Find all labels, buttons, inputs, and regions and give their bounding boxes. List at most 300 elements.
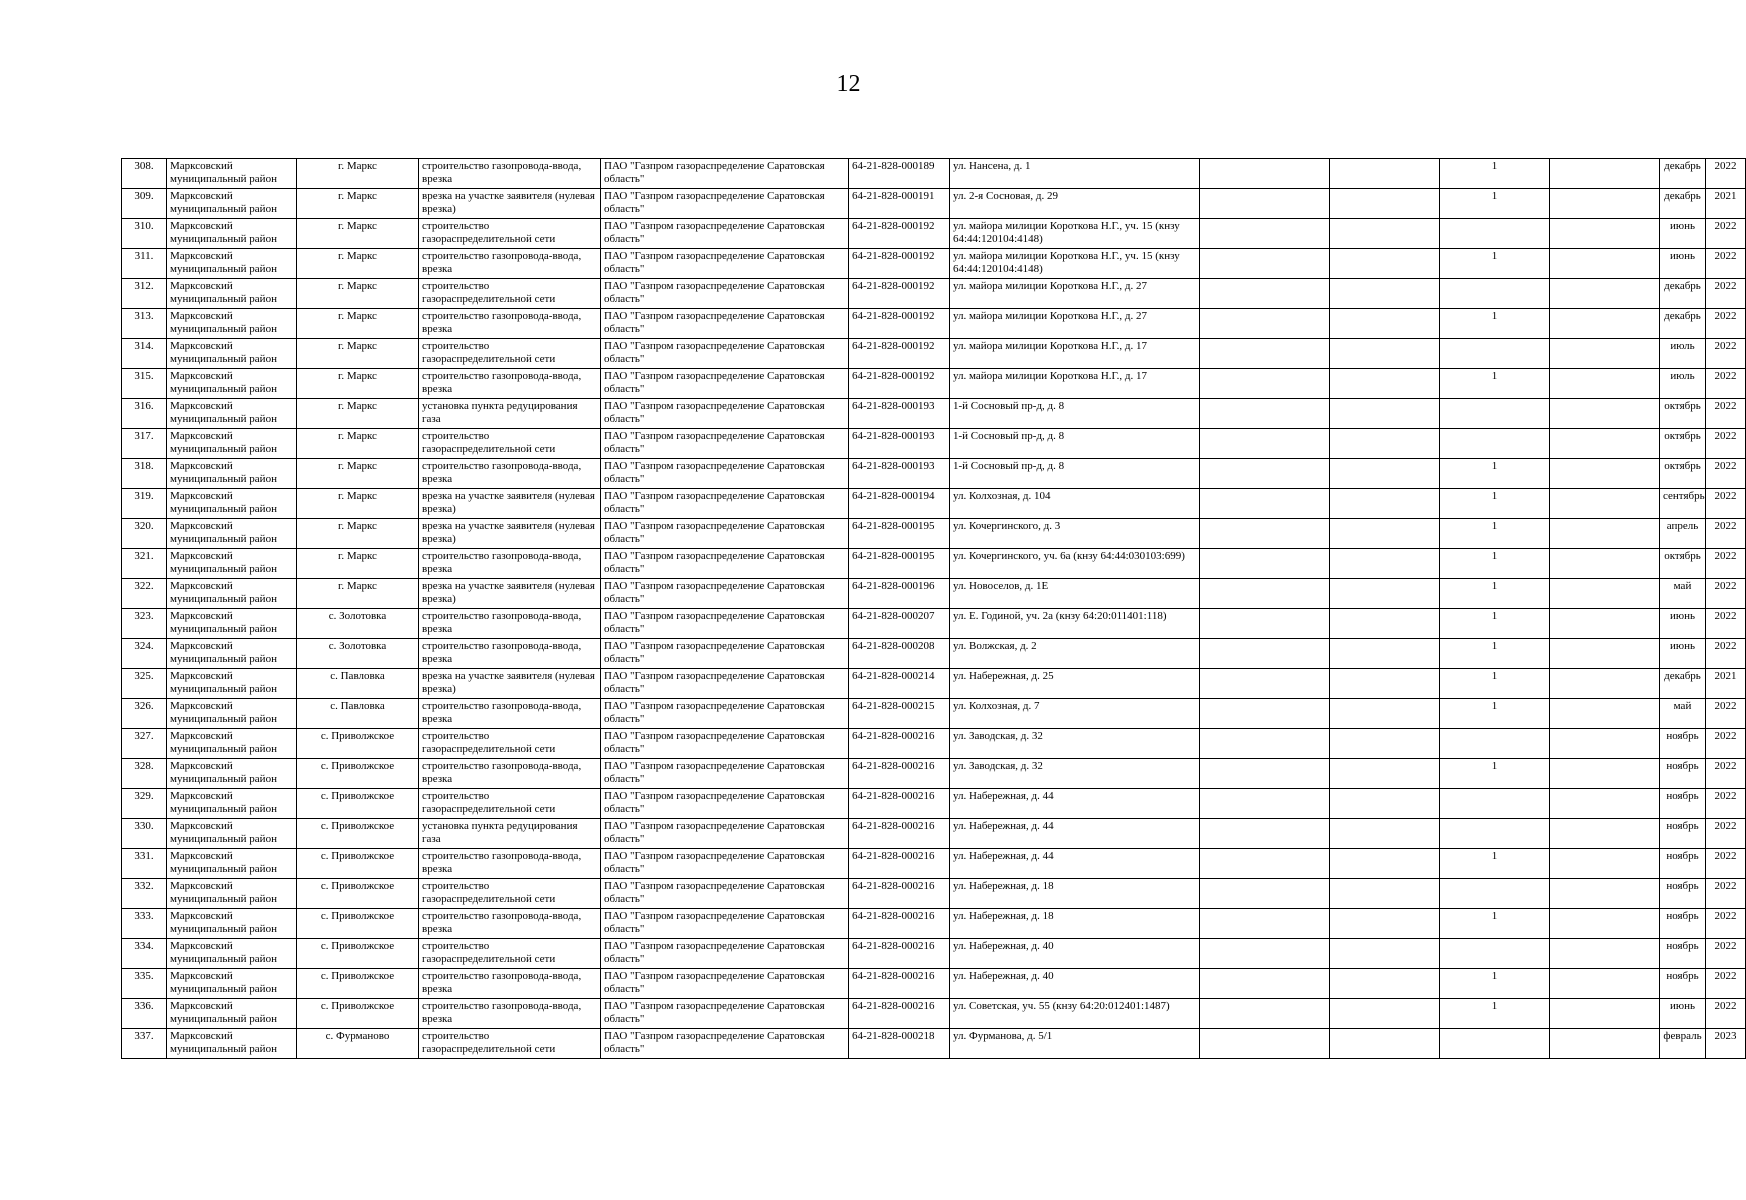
empty-cell (1550, 999, 1660, 1029)
count-cell (1440, 789, 1550, 819)
object-code-cell: 64-21-828-000193 (849, 459, 950, 489)
empty-cell (1550, 699, 1660, 729)
empty-cell (1330, 639, 1440, 669)
month-cell: декабрь (1660, 189, 1706, 219)
count-cell: 1 (1440, 159, 1550, 189)
year-cell: 2022 (1706, 279, 1746, 309)
organization-cell: ПАО "Газпром газораспределение Саратовская область" (601, 729, 849, 759)
empty-cell (1200, 369, 1330, 399)
district-cell: Марксовский муниципальный район (167, 369, 297, 399)
object-code-cell: 64-21-828-000195 (849, 519, 950, 549)
organization-cell: ПАО "Газпром газораспределение Саратовская область" (601, 999, 849, 1029)
empty-cell (1200, 939, 1330, 969)
row-number-cell: 323. (122, 609, 167, 639)
empty-cell (1550, 789, 1660, 819)
table-row (122, 699, 1746, 729)
work-type-cell: врезка на участке заявителя (нулевая врезка) (419, 519, 601, 549)
year-cell: 2022 (1706, 939, 1746, 969)
empty-cell (1330, 309, 1440, 339)
organization-cell: ПАО "Газпром газораспределение Саратовская область" (601, 429, 849, 459)
table-row (122, 309, 1746, 339)
empty-cell (1550, 729, 1660, 759)
month-cell: июнь (1660, 609, 1706, 639)
empty-cell (1200, 849, 1330, 879)
count-cell (1440, 819, 1550, 849)
address-cell: ул. Советская, уч. 55 (кнзу 64:20:012401:1487) (950, 999, 1200, 1029)
empty-cell (1330, 729, 1440, 759)
month-cell: ноябрь (1660, 909, 1706, 939)
district-cell: Марксовский муниципальный район (167, 549, 297, 579)
object-code-cell: 64-21-828-000208 (849, 639, 950, 669)
count-cell (1440, 339, 1550, 369)
district-cell: Марксовский муниципальный район (167, 849, 297, 879)
district-cell: Марксовский муниципальный район (167, 159, 297, 189)
empty-cell (1200, 219, 1330, 249)
empty-cell (1550, 849, 1660, 879)
object-code-cell: 64-21-828-000214 (849, 669, 950, 699)
object-code-cell: 64-21-828-000216 (849, 849, 950, 879)
district-cell: Марксовский муниципальный район (167, 699, 297, 729)
empty-cell (1550, 939, 1660, 969)
locality-cell: с. Приволжское (297, 759, 419, 789)
work-type-cell: строительство газопровода-ввода, врезка (419, 999, 601, 1029)
month-cell: октябрь (1660, 459, 1706, 489)
row-number-cell: 334. (122, 939, 167, 969)
district-cell: Марксовский муниципальный район (167, 639, 297, 669)
table-row (122, 519, 1746, 549)
table-row (122, 939, 1746, 969)
empty-cell (1550, 759, 1660, 789)
work-type-cell: строительство газопровода-ввода, врезка (419, 159, 601, 189)
address-cell: ул. Набережная, д. 44 (950, 849, 1200, 879)
address-cell: ул. Колхозная, д. 104 (950, 489, 1200, 519)
locality-cell: с. Золотовка (297, 609, 419, 639)
empty-cell (1330, 189, 1440, 219)
year-cell: 2022 (1706, 819, 1746, 849)
table-row (122, 819, 1746, 849)
row-number-cell: 318. (122, 459, 167, 489)
month-cell: ноябрь (1660, 729, 1706, 759)
locality-cell: с. Приволжское (297, 999, 419, 1029)
object-code-cell: 64-21-828-000192 (849, 339, 950, 369)
count-cell: 1 (1440, 249, 1550, 279)
table-row (122, 969, 1746, 999)
count-cell (1440, 279, 1550, 309)
table-row (122, 669, 1746, 699)
empty-cell (1330, 699, 1440, 729)
empty-cell (1200, 459, 1330, 489)
address-cell: ул. Набережная, д. 18 (950, 879, 1200, 909)
month-cell: ноябрь (1660, 939, 1706, 969)
empty-cell (1200, 819, 1330, 849)
locality-cell: с. Приволжское (297, 789, 419, 819)
empty-cell (1330, 819, 1440, 849)
empty-cell (1200, 729, 1330, 759)
object-code-cell: 64-21-828-000216 (849, 969, 950, 999)
empty-cell (1550, 579, 1660, 609)
address-cell: ул. майора милиции Короткова Н.Г., уч. 15 (кнзу 64:44:120104:4148) (950, 249, 1200, 279)
month-cell: ноябрь (1660, 759, 1706, 789)
month-cell: июнь (1660, 999, 1706, 1029)
count-cell: 1 (1440, 639, 1550, 669)
table-row (122, 549, 1746, 579)
table-row (122, 1029, 1746, 1059)
district-cell: Марксовский муниципальный район (167, 339, 297, 369)
empty-cell (1330, 429, 1440, 459)
month-cell: июнь (1660, 639, 1706, 669)
row-number-cell: 313. (122, 309, 167, 339)
empty-cell (1200, 249, 1330, 279)
row-number-cell: 328. (122, 759, 167, 789)
year-cell: 2022 (1706, 579, 1746, 609)
year-cell: 2021 (1706, 669, 1746, 699)
row-number-cell: 322. (122, 579, 167, 609)
district-cell: Марксовский муниципальный район (167, 249, 297, 279)
empty-cell (1330, 279, 1440, 309)
locality-cell: с. Павловка (297, 669, 419, 699)
row-number-cell: 315. (122, 369, 167, 399)
locality-cell: г. Маркс (297, 309, 419, 339)
count-cell: 1 (1440, 609, 1550, 639)
address-cell: ул. Кочергинского, уч. 6а (кнзу 64:44:030103:699) (950, 549, 1200, 579)
empty-cell (1330, 1029, 1440, 1059)
work-type-cell: строительство газораспределительной сети (419, 879, 601, 909)
row-number-cell: 330. (122, 819, 167, 849)
district-cell: Марксовский муниципальный район (167, 969, 297, 999)
page-number: 12 (836, 71, 861, 97)
organization-cell: ПАО "Газпром газораспределение Саратовская область" (601, 189, 849, 219)
address-cell: ул. Колхозная, д. 7 (950, 699, 1200, 729)
empty-cell (1330, 909, 1440, 939)
empty-cell (1550, 969, 1660, 999)
locality-cell: г. Маркс (297, 459, 419, 489)
locality-cell: с. Приволжское (297, 729, 419, 759)
month-cell: декабрь (1660, 309, 1706, 339)
row-number-cell: 335. (122, 969, 167, 999)
empty-cell (1200, 999, 1330, 1029)
count-cell (1440, 939, 1550, 969)
address-cell: ул. Заводская, д. 32 (950, 759, 1200, 789)
organization-cell: ПАО "Газпром газораспределение Саратовская область" (601, 789, 849, 819)
object-code-cell: 64-21-828-000215 (849, 699, 950, 729)
count-cell: 1 (1440, 969, 1550, 999)
work-type-cell: строительство газопровода-ввода, врезка (419, 909, 601, 939)
work-type-cell: установка пункта редуцирования газа (419, 399, 601, 429)
address-cell: ул. майора милиции Короткова Н.Г., д. 27 (950, 309, 1200, 339)
work-type-cell: врезка на участке заявителя (нулевая врезка) (419, 489, 601, 519)
empty-cell (1200, 189, 1330, 219)
year-cell: 2022 (1706, 759, 1746, 789)
address-cell: 1-й Сосновый пр-д, д. 8 (950, 429, 1200, 459)
empty-cell (1200, 429, 1330, 459)
count-cell: 1 (1440, 999, 1550, 1029)
year-cell: 2022 (1706, 609, 1746, 639)
object-code-cell: 64-21-828-000192 (849, 249, 950, 279)
count-cell: 1 (1440, 579, 1550, 609)
object-code-cell: 64-21-828-000192 (849, 309, 950, 339)
count-cell (1440, 429, 1550, 459)
district-cell: Марксовский муниципальный район (167, 999, 297, 1029)
organization-cell: ПАО "Газпром газораспределение Саратовская область" (601, 1029, 849, 1059)
locality-cell: г. Маркс (297, 519, 419, 549)
empty-cell (1550, 249, 1660, 279)
work-type-cell: строительство газораспределительной сети (419, 429, 601, 459)
locality-cell: г. Маркс (297, 189, 419, 219)
address-cell: ул. Набережная, д. 44 (950, 819, 1200, 849)
organization-cell: ПАО "Газпром газораспределение Саратовская область" (601, 309, 849, 339)
work-type-cell: строительство газопровода-ввода, врезка (419, 309, 601, 339)
row-number-cell: 329. (122, 789, 167, 819)
year-cell: 2022 (1706, 219, 1746, 249)
count-cell (1440, 729, 1550, 759)
table-row (122, 369, 1746, 399)
district-cell: Марксовский муниципальный район (167, 309, 297, 339)
empty-cell (1550, 819, 1660, 849)
object-code-cell: 64-21-828-000218 (849, 1029, 950, 1059)
empty-cell (1550, 309, 1660, 339)
year-cell: 2022 (1706, 639, 1746, 669)
object-code-cell: 64-21-828-000189 (849, 159, 950, 189)
district-cell: Марксовский муниципальный район (167, 519, 297, 549)
object-code-cell: 64-21-828-000192 (849, 219, 950, 249)
empty-cell (1200, 609, 1330, 639)
year-cell: 2022 (1706, 789, 1746, 819)
count-cell: 1 (1440, 309, 1550, 339)
row-number-cell: 321. (122, 549, 167, 579)
empty-cell (1550, 189, 1660, 219)
row-number-cell: 308. (122, 159, 167, 189)
address-cell: ул. Фурманова, д. 5/1 (950, 1029, 1200, 1059)
row-number-cell: 332. (122, 879, 167, 909)
empty-cell (1200, 519, 1330, 549)
address-cell: ул. Набережная, д. 40 (950, 969, 1200, 999)
year-cell: 2022 (1706, 399, 1746, 429)
table-row (122, 639, 1746, 669)
empty-cell (1330, 249, 1440, 279)
empty-cell (1330, 969, 1440, 999)
month-cell: декабрь (1660, 279, 1706, 309)
address-cell: ул. Заводская, д. 32 (950, 729, 1200, 759)
table-row (122, 489, 1746, 519)
work-type-cell: врезка на участке заявителя (нулевая врезка) (419, 669, 601, 699)
organization-cell: ПАО "Газпром газораспределение Саратовская область" (601, 669, 849, 699)
organization-cell: ПАО "Газпром газораспределение Саратовская область" (601, 459, 849, 489)
year-cell: 2022 (1706, 999, 1746, 1029)
row-number-cell: 331. (122, 849, 167, 879)
table-row (122, 999, 1746, 1029)
row-number-cell: 336. (122, 999, 167, 1029)
month-cell: декабрь (1660, 159, 1706, 189)
table-row (122, 609, 1746, 639)
work-type-cell: врезка на участке заявителя (нулевая врезка) (419, 189, 601, 219)
organization-cell: ПАО "Газпром газораспределение Саратовская область" (601, 819, 849, 849)
empty-cell (1550, 159, 1660, 189)
row-number-cell: 325. (122, 669, 167, 699)
organization-cell: ПАО "Газпром газораспределение Саратовская область" (601, 519, 849, 549)
object-code-cell: 64-21-828-000216 (849, 759, 950, 789)
empty-cell (1550, 639, 1660, 669)
locality-cell: г. Маркс (297, 159, 419, 189)
empty-cell (1200, 969, 1330, 999)
row-number-cell: 316. (122, 399, 167, 429)
empty-cell (1330, 849, 1440, 879)
empty-cell (1330, 159, 1440, 189)
table-row (122, 189, 1746, 219)
count-cell: 1 (1440, 519, 1550, 549)
address-cell: ул. майора милиции Короткова Н.Г., д. 27 (950, 279, 1200, 309)
year-cell: 2022 (1706, 549, 1746, 579)
district-cell: Марксовский муниципальный район (167, 939, 297, 969)
work-type-cell: строительство газораспределительной сети (419, 279, 601, 309)
empty-cell (1200, 759, 1330, 789)
district-cell: Марксовский муниципальный район (167, 579, 297, 609)
year-cell: 2022 (1706, 909, 1746, 939)
gasification-table (121, 158, 1746, 1059)
locality-cell: г. Маркс (297, 549, 419, 579)
year-cell: 2022 (1706, 159, 1746, 189)
empty-cell (1200, 399, 1330, 429)
empty-cell (1200, 309, 1330, 339)
count-cell: 1 (1440, 459, 1550, 489)
table-row (122, 789, 1746, 819)
empty-cell (1200, 879, 1330, 909)
locality-cell: г. Маркс (297, 249, 419, 279)
table-row (122, 279, 1746, 309)
locality-cell: с. Приволжское (297, 939, 419, 969)
month-cell: апрель (1660, 519, 1706, 549)
address-cell: ул. майора милиции Короткова Н.Г., уч. 15 (кнзу 64:44:120104:4148) (950, 219, 1200, 249)
empty-cell (1200, 549, 1330, 579)
table-row (122, 339, 1746, 369)
empty-cell (1550, 549, 1660, 579)
count-cell (1440, 399, 1550, 429)
count-cell: 1 (1440, 849, 1550, 879)
month-cell: ноябрь (1660, 849, 1706, 879)
empty-cell (1200, 579, 1330, 609)
year-cell: 2022 (1706, 369, 1746, 399)
empty-cell (1550, 879, 1660, 909)
count-cell: 1 (1440, 759, 1550, 789)
address-cell: ул. 2-я Сосновая, д. 29 (950, 189, 1200, 219)
empty-cell (1550, 609, 1660, 639)
empty-cell (1200, 909, 1330, 939)
locality-cell: с. Приволжское (297, 909, 419, 939)
object-code-cell: 64-21-828-000193 (849, 399, 950, 429)
month-cell: май (1660, 579, 1706, 609)
district-cell: Марксовский муниципальный район (167, 489, 297, 519)
year-cell: 2022 (1706, 339, 1746, 369)
organization-cell: ПАО "Газпром газораспределение Саратовская область" (601, 489, 849, 519)
address-cell: ул. Кочергинского, д. 3 (950, 519, 1200, 549)
work-type-cell: строительство газораспределительной сети (419, 219, 601, 249)
work-type-cell: строительство газопровода-ввода, врезка (419, 849, 601, 879)
organization-cell: ПАО "Газпром газораспределение Саратовская область" (601, 909, 849, 939)
empty-cell (1200, 339, 1330, 369)
month-cell: февраль (1660, 1029, 1706, 1059)
table-row (122, 459, 1746, 489)
count-cell: 1 (1440, 549, 1550, 579)
empty-cell (1550, 219, 1660, 249)
empty-cell (1550, 669, 1660, 699)
year-cell: 2022 (1706, 249, 1746, 279)
object-code-cell: 64-21-828-000191 (849, 189, 950, 219)
month-cell: ноябрь (1660, 819, 1706, 849)
row-number-cell: 314. (122, 339, 167, 369)
district-cell: Марксовский муниципальный район (167, 909, 297, 939)
month-cell: июль (1660, 369, 1706, 399)
month-cell: октябрь (1660, 549, 1706, 579)
count-cell (1440, 879, 1550, 909)
locality-cell: г. Маркс (297, 579, 419, 609)
work-type-cell: строительство газораспределительной сети (419, 1029, 601, 1059)
empty-cell (1550, 429, 1660, 459)
month-cell: июнь (1660, 249, 1706, 279)
empty-cell (1330, 939, 1440, 969)
empty-cell (1330, 999, 1440, 1029)
empty-cell (1330, 759, 1440, 789)
address-cell: 1-й Сосновый пр-д, д. 8 (950, 459, 1200, 489)
count-cell: 1 (1440, 699, 1550, 729)
organization-cell: ПАО "Газпром газораспределение Саратовская область" (601, 369, 849, 399)
row-number-cell: 309. (122, 189, 167, 219)
count-cell: 1 (1440, 489, 1550, 519)
empty-cell (1330, 339, 1440, 369)
empty-cell (1200, 699, 1330, 729)
row-number-cell: 311. (122, 249, 167, 279)
year-cell: 2022 (1706, 969, 1746, 999)
count-cell: 1 (1440, 909, 1550, 939)
locality-cell: с. Павловка (297, 699, 419, 729)
organization-cell: ПАО "Газпром газораспределение Саратовская область" (601, 279, 849, 309)
row-number-cell: 312. (122, 279, 167, 309)
month-cell: декабрь (1660, 669, 1706, 699)
row-number-cell: 337. (122, 1029, 167, 1059)
organization-cell: ПАО "Газпром газораспределение Саратовская область" (601, 759, 849, 789)
count-cell (1440, 1029, 1550, 1059)
work-type-cell: строительство газопровода-ввода, врезка (419, 759, 601, 789)
year-cell: 2022 (1706, 849, 1746, 879)
empty-cell (1550, 459, 1660, 489)
locality-cell: г. Маркс (297, 429, 419, 459)
empty-cell (1330, 219, 1440, 249)
empty-cell (1550, 909, 1660, 939)
work-type-cell: строительство газораспределительной сети (419, 729, 601, 759)
organization-cell: ПАО "Газпром газораспределение Саратовская область" (601, 339, 849, 369)
year-cell: 2022 (1706, 489, 1746, 519)
empty-cell (1200, 639, 1330, 669)
empty-cell (1200, 789, 1330, 819)
empty-cell (1330, 789, 1440, 819)
organization-cell: ПАО "Газпром газораспределение Саратовская область" (601, 639, 849, 669)
organization-cell: ПАО "Газпром газораспределение Саратовская область" (601, 159, 849, 189)
empty-cell (1550, 1029, 1660, 1059)
table-body (122, 159, 1746, 1059)
object-code-cell: 64-21-828-000195 (849, 549, 950, 579)
table-row (122, 249, 1746, 279)
month-cell: октябрь (1660, 399, 1706, 429)
work-type-cell: строительство газопровода-ввода, врезка (419, 969, 601, 999)
row-number-cell: 317. (122, 429, 167, 459)
year-cell: 2022 (1706, 879, 1746, 909)
month-cell: сентябрь (1660, 489, 1706, 519)
row-number-cell: 326. (122, 699, 167, 729)
district-cell: Марксовский муниципальный район (167, 1029, 297, 1059)
work-type-cell: строительство газопровода-ввода, врезка (419, 639, 601, 669)
year-cell: 2022 (1706, 699, 1746, 729)
count-cell (1440, 219, 1550, 249)
empty-cell (1330, 399, 1440, 429)
address-cell: ул. Волжская, д. 2 (950, 639, 1200, 669)
